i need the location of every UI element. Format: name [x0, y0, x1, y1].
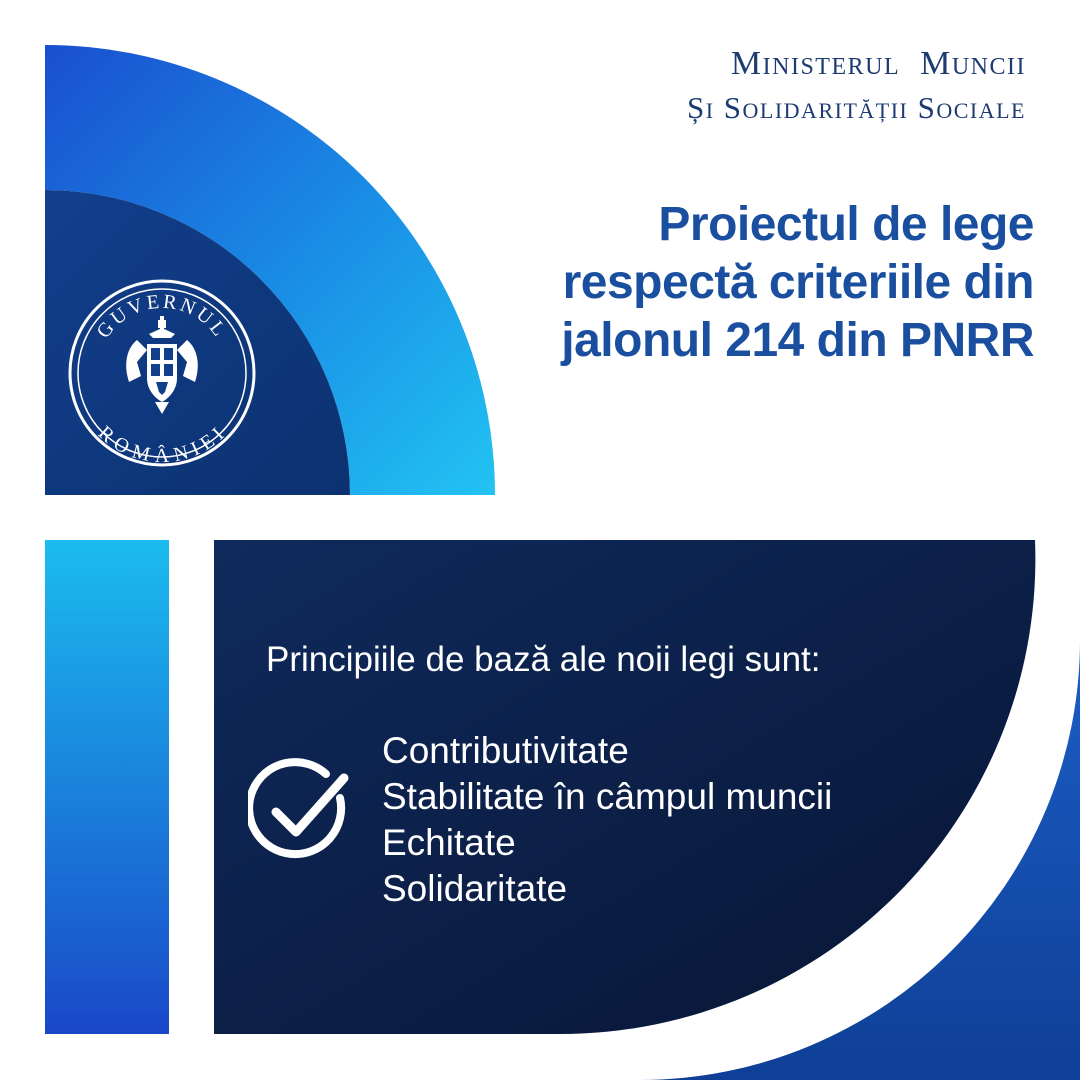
headline-line-1: Proiectul de lege	[658, 198, 1034, 251]
headline-line-2: respectă criteriile din	[562, 256, 1034, 309]
ministry-line-2: Și Solidarității Sociale	[686, 90, 1026, 125]
coat-of-arms-icon	[126, 316, 198, 414]
seal-bottom-text: ROMÂNIEI	[93, 421, 231, 468]
seal-top-text: GUVERNUL	[92, 290, 232, 343]
list-item: Echitate	[382, 822, 516, 863]
government-seal	[67, 278, 257, 468]
headline-line-3: jalonul 214 din PNRR	[561, 314, 1034, 367]
check-circle-icon	[248, 758, 356, 866]
ministry-line-1: Ministerul Muncii	[730, 45, 1026, 82]
list-item: Solidaritate	[382, 868, 568, 909]
principles-intro: Principiile de bază ale noii legi sunt:	[266, 640, 821, 679]
blue-vertical-bar	[45, 540, 169, 1034]
principles-list	[382, 728, 832, 912]
headline	[434, 196, 1034, 370]
list-item: Contributivitate	[382, 730, 629, 771]
ministry-name	[687, 42, 1026, 130]
list-item: Stabilitate în câmpul muncii	[382, 776, 833, 817]
